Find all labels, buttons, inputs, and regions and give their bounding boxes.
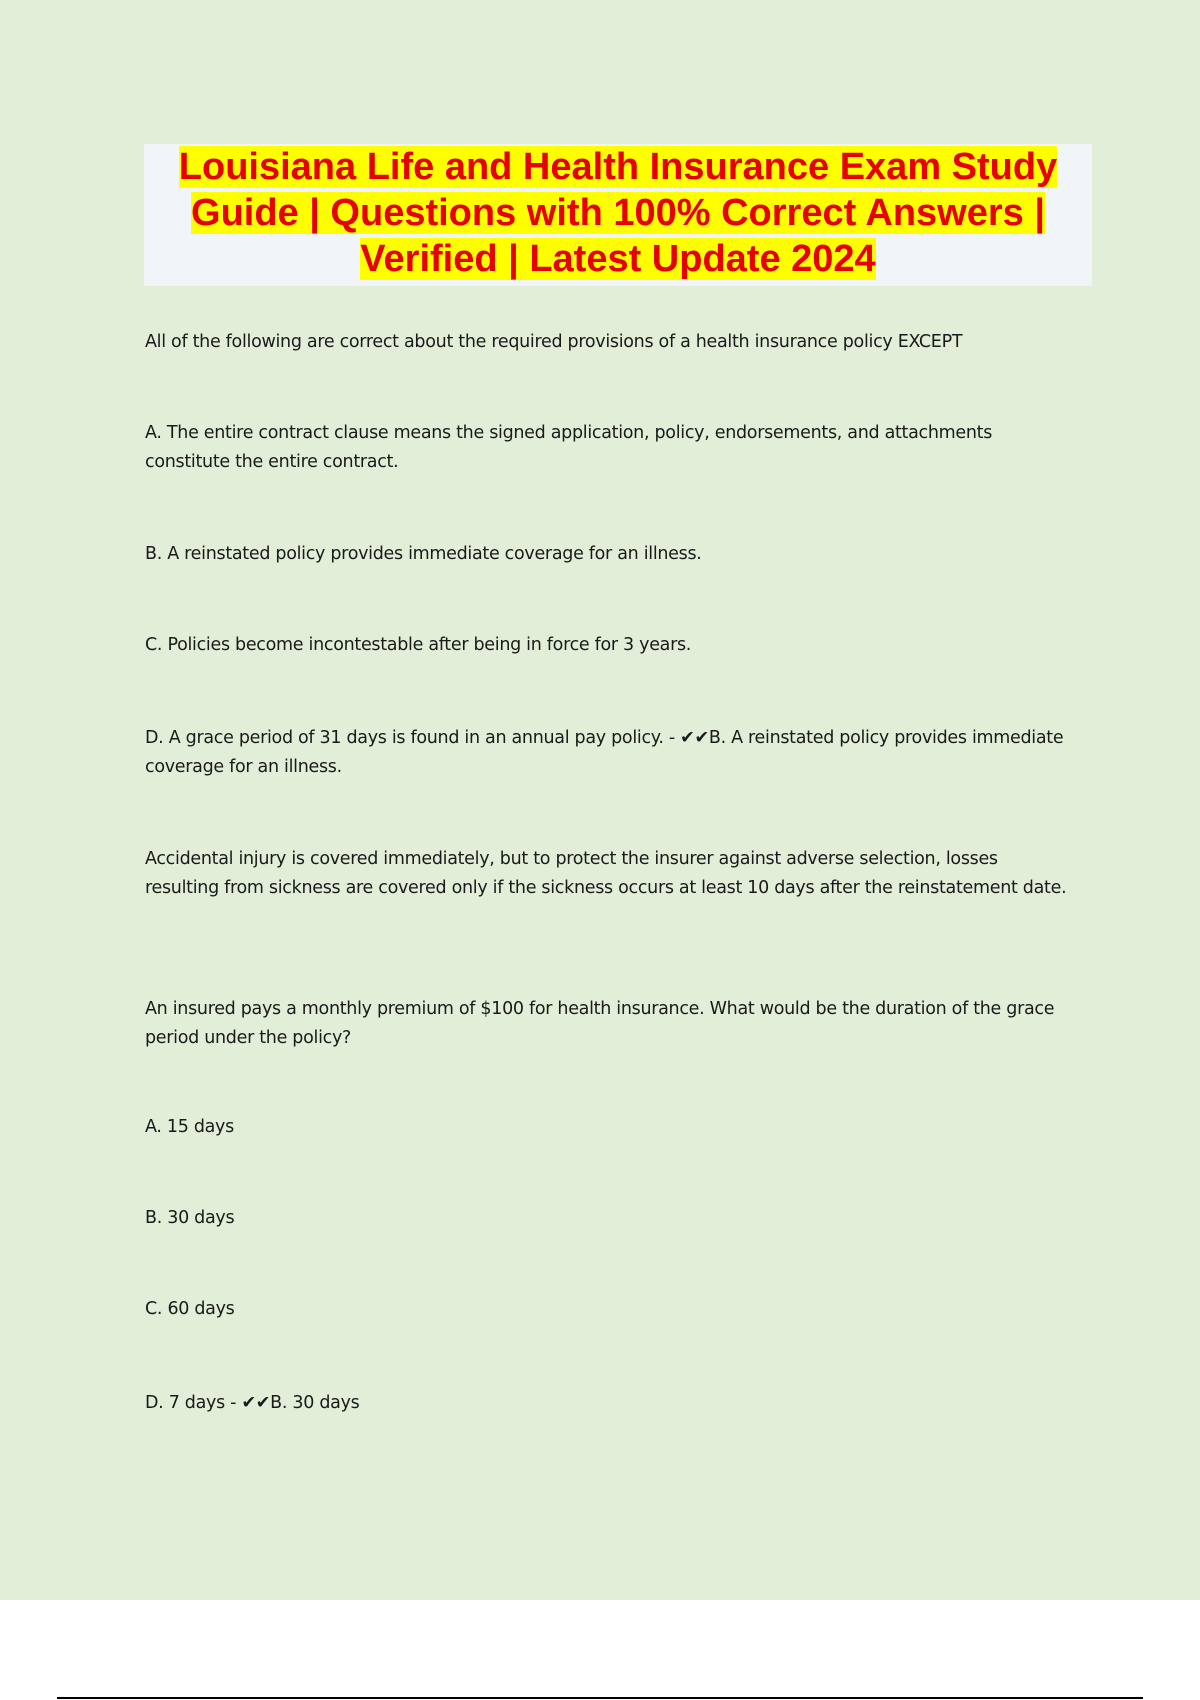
question-1-stem: All of the following are correct about the required provisions of a health insurance policy EXCEPT: [145, 332, 963, 352]
question-1-option-a: A. The entire contract clause means the signed application, policy, endorsements, and attachments constitute the entire contract.: [145, 423, 993, 472]
question-1-option-d-answer: D. A grace period of 31 days is found in an annual pay policy. - ✔✔B. A reinstated policy provides immediate coverage for an illness.: [145, 728, 1064, 777]
title-block: [144, 144, 1092, 286]
question-2-option-a: A. 15 days: [145, 1117, 234, 1137]
question-1-option-b: B. A reinstated policy provides immediate coverage for an illness.: [145, 544, 702, 564]
footer-rule: [57, 1697, 1143, 1699]
document-title: Louisiana Life and Health Insurance Exam Study Guide | Questions with 100% Correct Answers | Verified | Latest Update 2024: [178, 146, 1058, 280]
question-2-option-b: B. 30 days: [145, 1208, 235, 1228]
question-2-option-d-answer: D. 7 days - ✔✔B. 30 days: [145, 1393, 360, 1413]
question-1-explanation: Accidental injury is covered immediately, but to protect the insurer against adverse selection, losses resulting from sickness are covered only if the sickness occurs at least 10 days after the reinstatement date.: [145, 849, 1067, 898]
question-2-stem: An insured pays a monthly premium of $100 for health insurance. What would be the duration of the grace period under the policy?: [145, 999, 1055, 1048]
question-2-option-c: C. 60 days: [145, 1299, 235, 1319]
question-1-option-c: C. Policies become incontestable after being in force for 3 years.: [145, 635, 692, 655]
